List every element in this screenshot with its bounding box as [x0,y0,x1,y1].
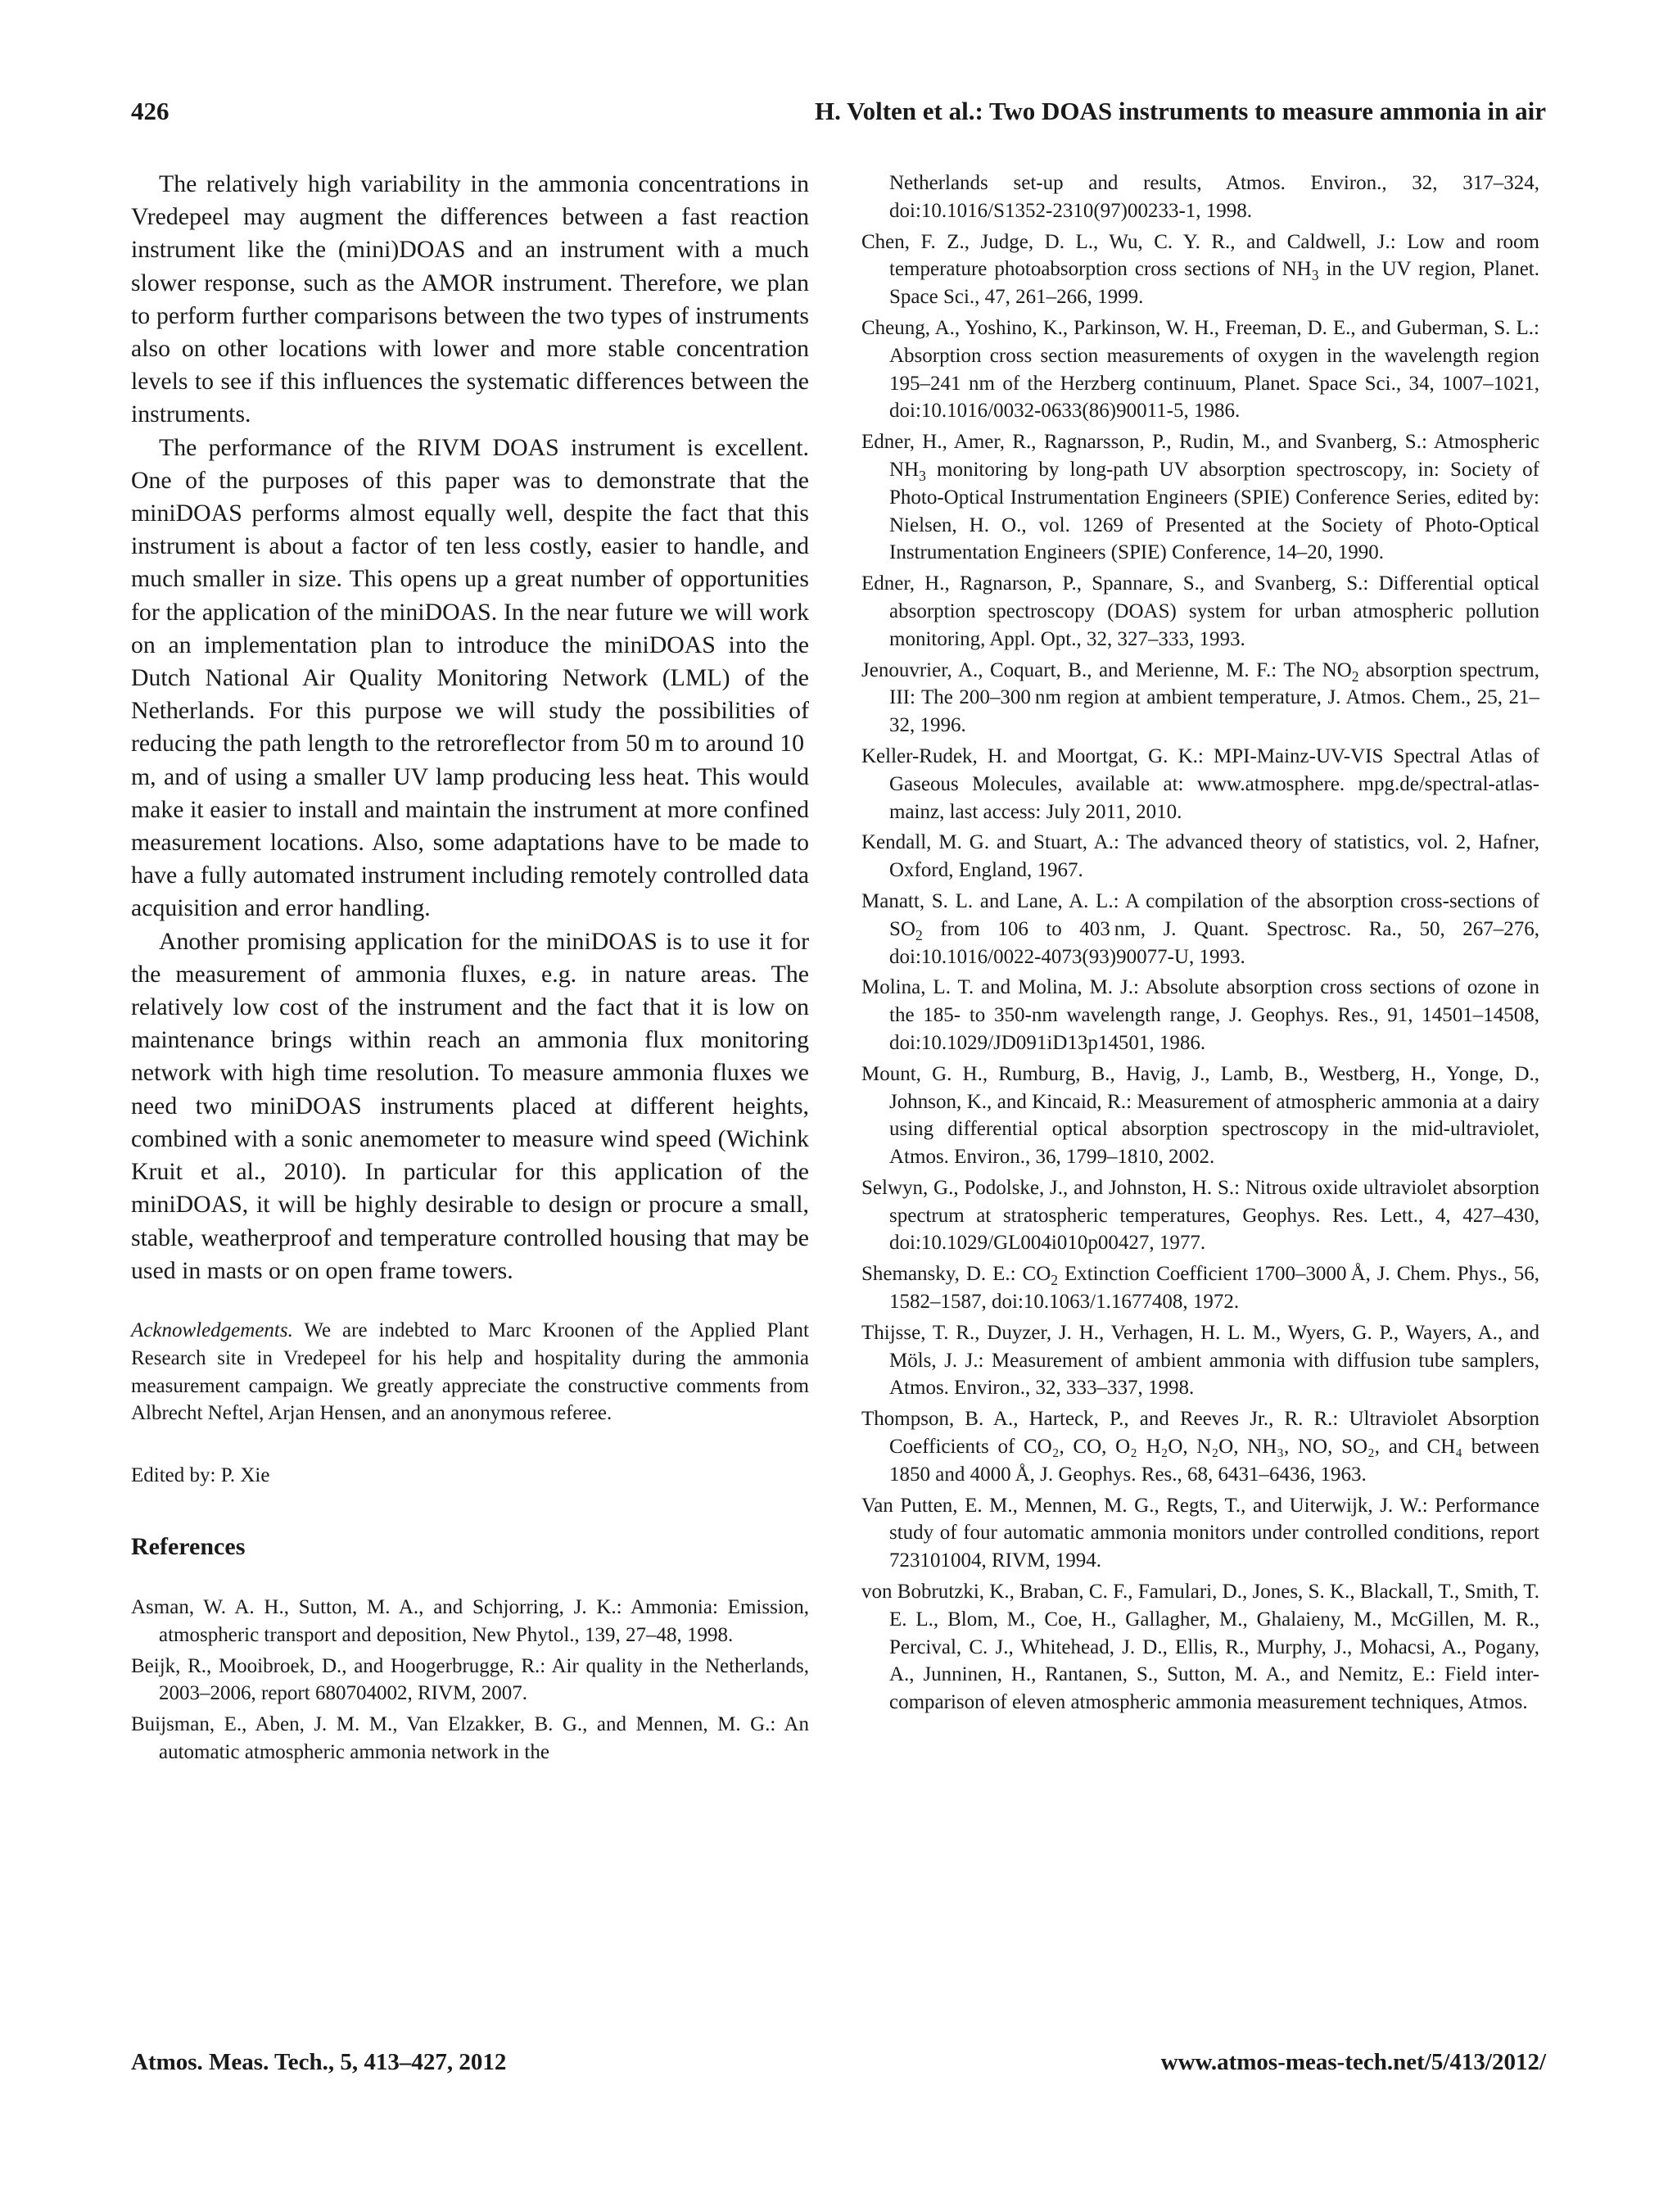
right-column [861,170,1539,1720]
reference-item: Molina, L. T. and Molina, M. J.: Absolute absorption cross sections of ozone in the 185- to 350-nm wavelength range, J. Geophys. Res., 91, 14501–14508, doi:10.1029/JD091iD13p14501, 1986. [861,976,1539,1054]
subscript: 3 [1311,267,1319,284]
references-heading: References [131,1533,246,1561]
subscript: 2 [915,926,923,943]
reference-continuation: Netherlands set-up and results, Atmos. Environ., 32, 317–324, doi:10.1016/S1352-2310(97)00233-1, 1998. [889,172,1539,222]
reference-item: Jenouvrier, A., Coquart, B., and Merienne, M. F.: The $NO_2$ absorption spectrum, III: The 200–300 nm region at ambient temperature, J. Atmos. Chem., 25, 21–32, 1996. [861,658,1539,737]
body-paragraph-3: Another promising application for the miniDOAS is to use it for the measurement of ammonia fluxes, e.g. in nature areas. The relatively low cost of the instrument and the fact that it is low on maintenance brings within reach an ammonia flux monitoring network with high time resolution. To measure ammonia fluxes we need two miniDOAS instruments placed at different heights, combined with a sonic anemometer to measure wind speed (Wichink Kruit et al., 2010). In particular for this application of the miniDOAS, it will be highly desirable to design or procure a small, stable, weatherproof and temperature controlled housing that may be used in masts or on open frame towers. [131,927,809,1284]
acknowledgements-text: We are indebted to Marc Kroonen of the Applied Plant Research site in Vredepeel for his help and hospitality during the ammonia measurement campaign. We greatly appreciate the constructive comments from Albrecht Neftel, Arjan Hensen, and an anonymous referee. [131,1319,809,1425]
subscript: 3 [919,467,926,484]
reference-item: Asman, W. A. H., Sutton, M. A., and Schjorring, J. K.: Ammonia: Emission, atmospheric transport and deposition, New Phytol., 139, 27–48, 1998. [131,1596,809,1646]
body-paragraph-2: The performance of the RIVM DOAS instrument is excellent. One of the purposes of this paper was to demonstrate that the miniDOAS performs almost equally well, despite the fact that this instrument is about a factor of ten less costly, easier to handle, and much smaller in size. This opens up a great number of opportunities for the application of the miniDOAS. In the near future we will work on an implementation plan to introduce the miniDOAS into the Dutch National Air Quality Monitoring Network (LML) of the Netherlands. For this purpose we will study the possibilities of reducing the path length to the retroreflector from 50 m to around 10 m, and of using a smaller UV lamp producing less heat. This would make it easier to install and maintain the instrument at more confined measurement locations. Also, some adaptations have to be made to have a fully automated instrument including remotely controlled data acquisition and error handling. [131,433,809,922]
page-number: 426 [131,97,170,125]
running-title: H. Volten et al.: Two DOAS instruments to measure ammonia in air [815,97,1546,125]
reference-item: Chen, F. Z., Judge, D. L., Wu, C. Y. R., and Caldwell, J.: Low and room temperature photoabsorption cross sections of $NH_3$ in the UV region, Planet. Space Sci., 47, 261–266, 1999. [861,230,1539,309]
reference-item: Selwyn, G., Podolske, J., and Johnston, H. S.: Nitrous oxide ultraviolet absorption spectrum at stratospheric temperatures, Geophys. Res. Lett., 4, 427–430, doi:10.1029/GL004i010p00427, 1977. [861,1176,1539,1255]
references-list-left [131,1594,809,1766]
reference-item: Manatt, S. L. and Lane, A. L.: A compilation of the absorption cross-sections of $SO_2$ from 106 to 403 nm, J. Quant. Spectrosc. Ra., 50, 267–276, doi:10.1016/0022-4073(93)90077-U, 1993. [861,889,1539,968]
left-column [131,168,809,1770]
reference-item: Keller-Rudek, H. and Moortgat, G. K.: MPI-Mainz-UV-VIS Spectral Atlas of Gaseous Molecules, available at: www.atmosphere. mpg.de/spectral-atlas-mainz, last access: July 2011, 2010. [861,744,1539,823]
reference-item: Edner, H., Amer, R., Ragnarsson, P., Rudin, M., and Svanberg, S.: Atmospheric $NH_3$ monitoring by long-path UV absorption spectroscopy, in: Society of Photo-Optical Instrumentation Engineers (SPIE) Conference Series, edited by: Nielsen, H. O., vol. 1269 of Presented at the Society of Photo-Optical Instrumentation Engineers (SPIE) Conference, 14–20, 1990. [861,431,1539,564]
page-footer [131,2049,1546,2076]
reference-item: Kendall, M. G. and Stuart, A.: The advanced theory of statistics, vol. 2, Hafner, Oxford, England, 1967. [861,831,1539,882]
body-paragraph-1: The relatively high variability in the ammonia concentrations in Vredepeel may augment the differences between a fast reaction instrument like the (mini)DOAS and an instrument with a much slower response, such as the AMOR instrument. Therefore, we plan to perform further comparisons between the two types of instruments also on other locations with lower and more stable concentration levels to see if this influences the systematic differences between the instruments. [131,170,809,428]
acknowledgements-title: Acknowledgements. [131,1319,293,1341]
running-header [131,97,1546,126]
footer-journal: Atmos. Meas. Tech., 5, 413–427, 2012 [131,2049,507,2075]
reference-item: Cheung, A., Yoshino, K., Parkinson, W. H., Freeman, D. E., and Guberman, S. L.: Absorption cross section measurements of oxygen in the wavelength region 195–241 nm of the Herzberg continuum, Planet. Space Sci., 34, 1007–1021, doi:10.1016/0032-0633(86)90011-5, 1986. [861,316,1539,423]
footer-url: www.atmos-meas-tech.net/5/413/2012/ [1160,2049,1546,2075]
reference-item: Edner, H., Ragnarson, P., Spannare, S., and Svanberg, S.: Differential optical absorption spectroscopy (DOAS) system for urban atmospheric pollution monitoring, Appl. Opt., 32, 327–333, 1993. [861,572,1539,650]
edited-by: Edited by: P. Xie [131,1464,270,1487]
reference-item: Shemansky, D. E.: $CO_2$ Extinction Coefficient 1700–3000 Å, J. Chem. Phys., 56, 1582–1587, doi:10.1063/1.1677408, 1972. [861,1263,1539,1314]
reference-item: Mount, G. H., Rumburg, B., Havig, J., Lamb, B., Westberg, H., Yonge, D., Johnson, K., and Kincaid, R.: Measurement of atmospheric ammonia at a dairy using differential optical absorption spectroscopy in the mid-ultraviolet, Atmos. Environ., 36, 1799–1810, 2002. [861,1062,1539,1169]
references-list-right [861,228,1539,1717]
acknowledgements [131,1317,809,1427]
reference-item: Van Putten, E. M., Mennen, M. G., Regts, T., and Uiterwijk, J. W.: Performance study of four automatic ammonia monitors under controlled conditions, report 723101004, RIVM, 1994. [861,1494,1539,1572]
reference-item: Buijsman, E., Aben, J. M. M., Van Elzakker, B. G., and Mennen, M. G.: An automatic atmospheric ammonia network in the [131,1713,809,1764]
reference-item: Thompson, B. A., Harteck, P., and Reeves Jr., R. R.: Ultraviolet Absorption Coefficients of CO₂, CO, O₂ H₂O, N₂O, NH₃, NO, SO₂, and CH₄ between 1850 and 4000 Å, J. Geophys. Res., 68, 6431–6436, 1963. [861,1408,1539,1486]
reference-item: Beijk, R., Mooibroek, D., and Hoogerbrugge, R.: Air quality in the Netherlands, 2003–2006, report 680704002, RIVM, 2007. [131,1654,809,1705]
reference-item: von Bobrutzki, K., Braban, C. F., Famulari, D., Jones, S. K., Blackall, T., Smith, T. E. L., Blom, M., Coe, H., Gallagher, M., Ghalaieny, M., McGillen, M. R., Percival, C. J., Whitehead, J. D., Ellis, R., Murphy, J., Mohacsi, A., Pogany, A., Junninen, H., Rantanen, S., Sutton, M. A., and Nemitz, E.: Field inter-comparison of eleven atmospheric ammonia measurement techniques, Atmos. [861,1581,1539,1714]
subscript: 2 [1051,1272,1059,1289]
subscript: 2 [1351,667,1359,685]
reference-item: Thijsse, T. R., Duyzer, J. H., Verhagen, H. L. M., Wyers, G. P., Wayers, A., and Möls, J. J.: Measurement of ambient ammonia with diffusion tube samplers, Atmos. Environ., 32, 333–337, 1998. [861,1321,1539,1400]
